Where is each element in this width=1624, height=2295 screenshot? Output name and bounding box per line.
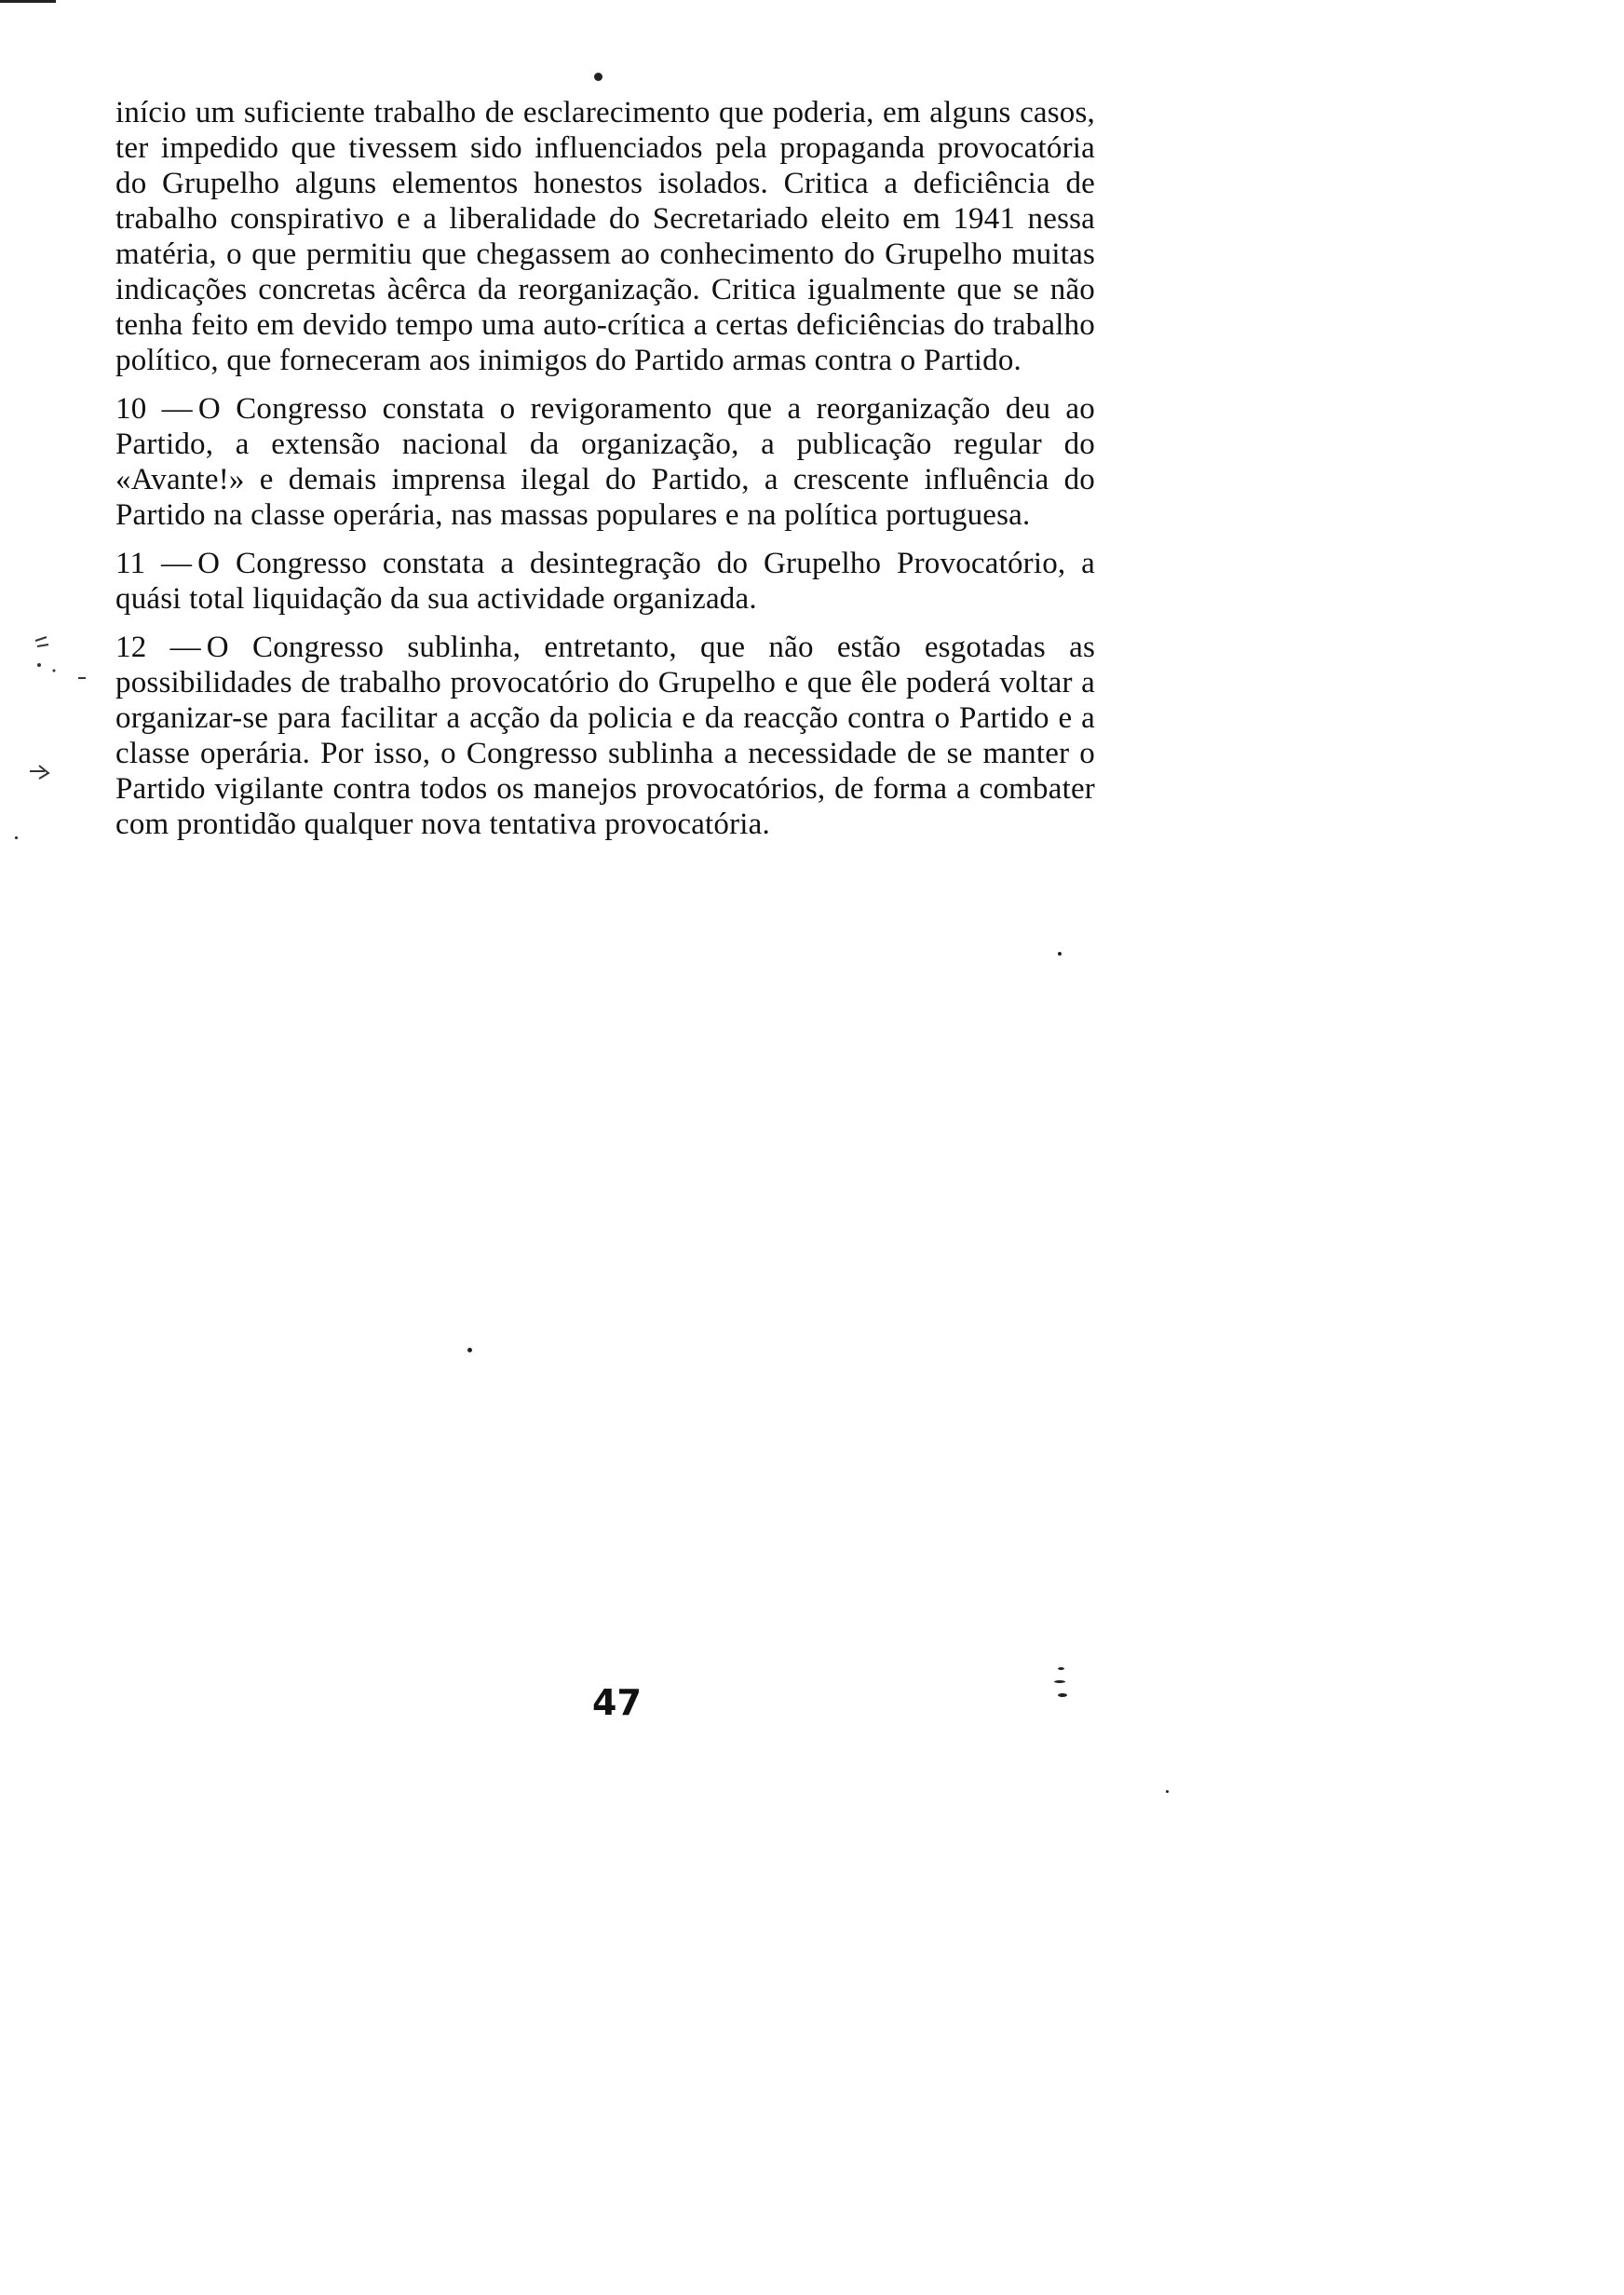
ink-speck xyxy=(1058,1693,1067,1697)
paragraph-number: 12 — xyxy=(115,631,201,664)
paragraph-text: O Congresso constata a desintegração do Grupelho Provocatório, a quási total liquidação da sua actividade organizada. xyxy=(115,547,1095,616)
body-text xyxy=(115,95,1095,855)
ink-speck xyxy=(1058,952,1062,956)
paragraph-text: O Congresso sublinha, entretanto, que não estão esgotadas as possibilidades de trabalho provocatório do Grupelho e que êle poderá voltar a organizar-se para facilitar a acção da policia e da reacção contra o Partido e a classe operária. Por isso, o Congresso sublinha a necessidade de se manter o Partido vigilante contra todos os manejos provocatórios, de forma a combater com prontidão qualquer nova tentativa provocatória. xyxy=(115,631,1095,841)
margin-scribble-icon xyxy=(26,633,91,782)
paragraph-12 xyxy=(115,630,1095,842)
paragraph-text: O Congresso constata o revigoramento que a reorganização deu ao Partido, a extensão nacional da organização, a publicação regular do «Avante!» e demais imprensa ilegal do Partido, a crescente influência do Partido na classe operária, nas massas populares e na política portuguesa. xyxy=(115,392,1095,532)
ink-speck xyxy=(1058,1667,1064,1670)
paragraph-number: 11 — xyxy=(115,547,193,580)
ink-speck xyxy=(1054,1680,1065,1683)
page-number: 47 xyxy=(592,1682,642,1723)
paragraph-11 xyxy=(115,546,1095,617)
margin-annotation xyxy=(26,633,91,788)
ink-speck xyxy=(467,1348,472,1352)
ink-speck xyxy=(15,836,18,839)
scan-edge-mark xyxy=(0,0,56,3)
paragraph-10 xyxy=(115,391,1095,533)
paragraph-text: início um suficiente trabalho de esclarecimento que poderia, em alguns casos, ter impedido que tivessem sido influenciados pela propaganda provocatória do Grupelho alguns elementos honestos isolados. Critica a deficiência de trabalho conspirativo e a liberalidade do Secretariado eleito em 1941 nessa matéria, o que permitiu que chegassem ao conhecimento do Grupelho muitas indicações concretas àcêrca da reorganização. Critica igualmente que se não tenha feito em devido tempo uma auto-crítica a certas deficiências do trabalho político, que forneceram aos inimigos do Partido armas contra o Partido. xyxy=(115,96,1095,377)
paragraph-continuation xyxy=(115,95,1095,378)
ink-speck xyxy=(1166,1790,1169,1793)
ink-speck xyxy=(594,73,602,81)
paragraph-number: 10 — xyxy=(115,392,193,426)
